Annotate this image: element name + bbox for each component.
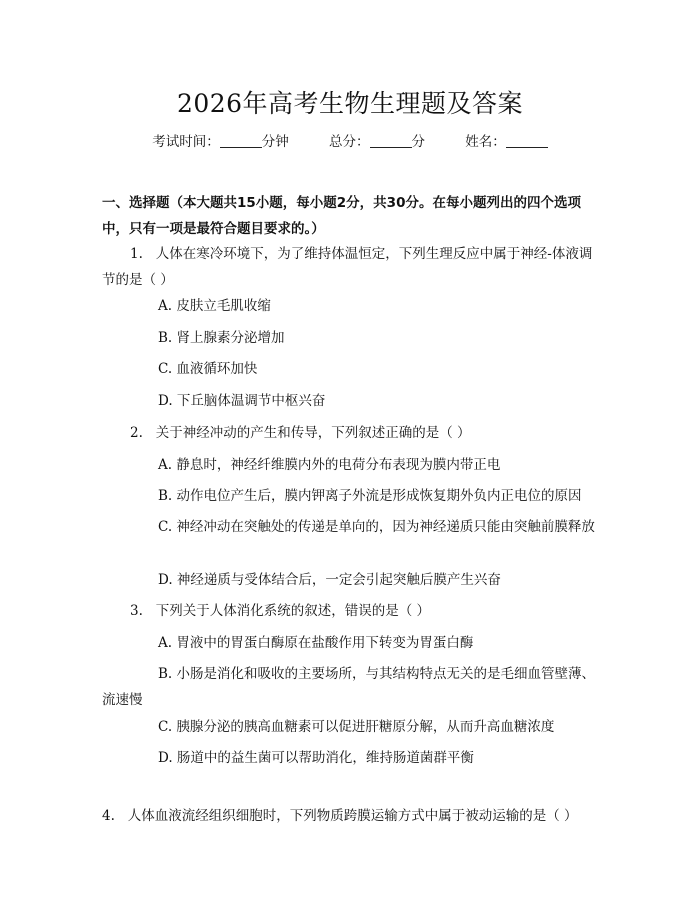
question-3 xyxy=(102,598,602,624)
option-1d: D. 下丘脑体温调节中枢兴奋 xyxy=(158,393,326,409)
question-text: 人体在寒冷环境下，为了维持体温恒定，下列生理反应中属于神经-体液调节的是（ ） xyxy=(102,246,593,288)
question-number: 2. xyxy=(130,425,143,441)
option-2a: A. 静息时，神经纤维膜内外的电荷分布表现为膜内带正电 xyxy=(158,457,501,473)
question-number: 4. xyxy=(102,808,115,824)
option-2c: C. 神经冲动在突触处的传递是单向的，因为神经递质只能由突触前膜释放 xyxy=(158,519,595,535)
option-1c: C. 血液循环加快 xyxy=(158,361,258,377)
name-field: 姓名： xyxy=(465,130,548,150)
option-2b: B. 动作电位产生后，膜内钾离子外流是形成恢复期外负内正电位的原因 xyxy=(158,488,582,504)
option-3d: D. 肠道中的益生菌可以帮助消化，维持肠道菌群平衡 xyxy=(158,750,474,766)
question-text: 人体血液流经组织细胞时，下列物质跨膜运输方式中属于被动运输的是（ ） xyxy=(127,808,578,824)
name-blank xyxy=(506,135,548,148)
exam-time-blank xyxy=(220,135,262,148)
question-1 xyxy=(102,241,602,293)
total-score-field: 总分： 分 xyxy=(329,134,425,150)
option-3b: B. 小肠是消化和吸收的主要场所，与其结构特点无关的是毛细血管壁薄、流速慢 xyxy=(102,666,596,708)
exam-meta xyxy=(0,130,700,150)
question-number: 3. xyxy=(130,603,143,619)
section-heading: 一、选择题（本大题共15小题，每小题2分，共30分。在每小题列出的四个选项中，只有一项是最符合题目要求的。） xyxy=(102,195,581,237)
exam-time-field: 考试时间： 分钟 xyxy=(152,134,289,150)
question-2 xyxy=(102,420,602,446)
document-title: 2026年高考生物生理题及答案 xyxy=(176,89,524,118)
option-3c: C. 胰腺分泌的胰高血糖素可以促进肝糖原分解，从而升高血糖浓度 xyxy=(158,719,555,735)
total-score-blank xyxy=(370,135,412,148)
option-1b: B. 肾上腺素分泌增加 xyxy=(158,330,285,346)
option-2d: D. 神经递质与受体结合后，一定会引起突触后膜产生兴奋 xyxy=(158,572,501,588)
option-3a: A. 胃液中的胃蛋白酶原在盐酸作用下转变为胃蛋白酶 xyxy=(158,635,474,651)
question-number: 1. xyxy=(130,246,143,262)
question-text: 关于神经冲动的产生和传导，下列叙述正确的是（ ） xyxy=(155,425,471,441)
question-4 xyxy=(102,777,602,829)
question-text: 下列关于人体消化系统的叙述，错误的是（ ） xyxy=(155,603,431,619)
option-1a: A. 皮肤立毛肌收缩 xyxy=(158,298,271,314)
